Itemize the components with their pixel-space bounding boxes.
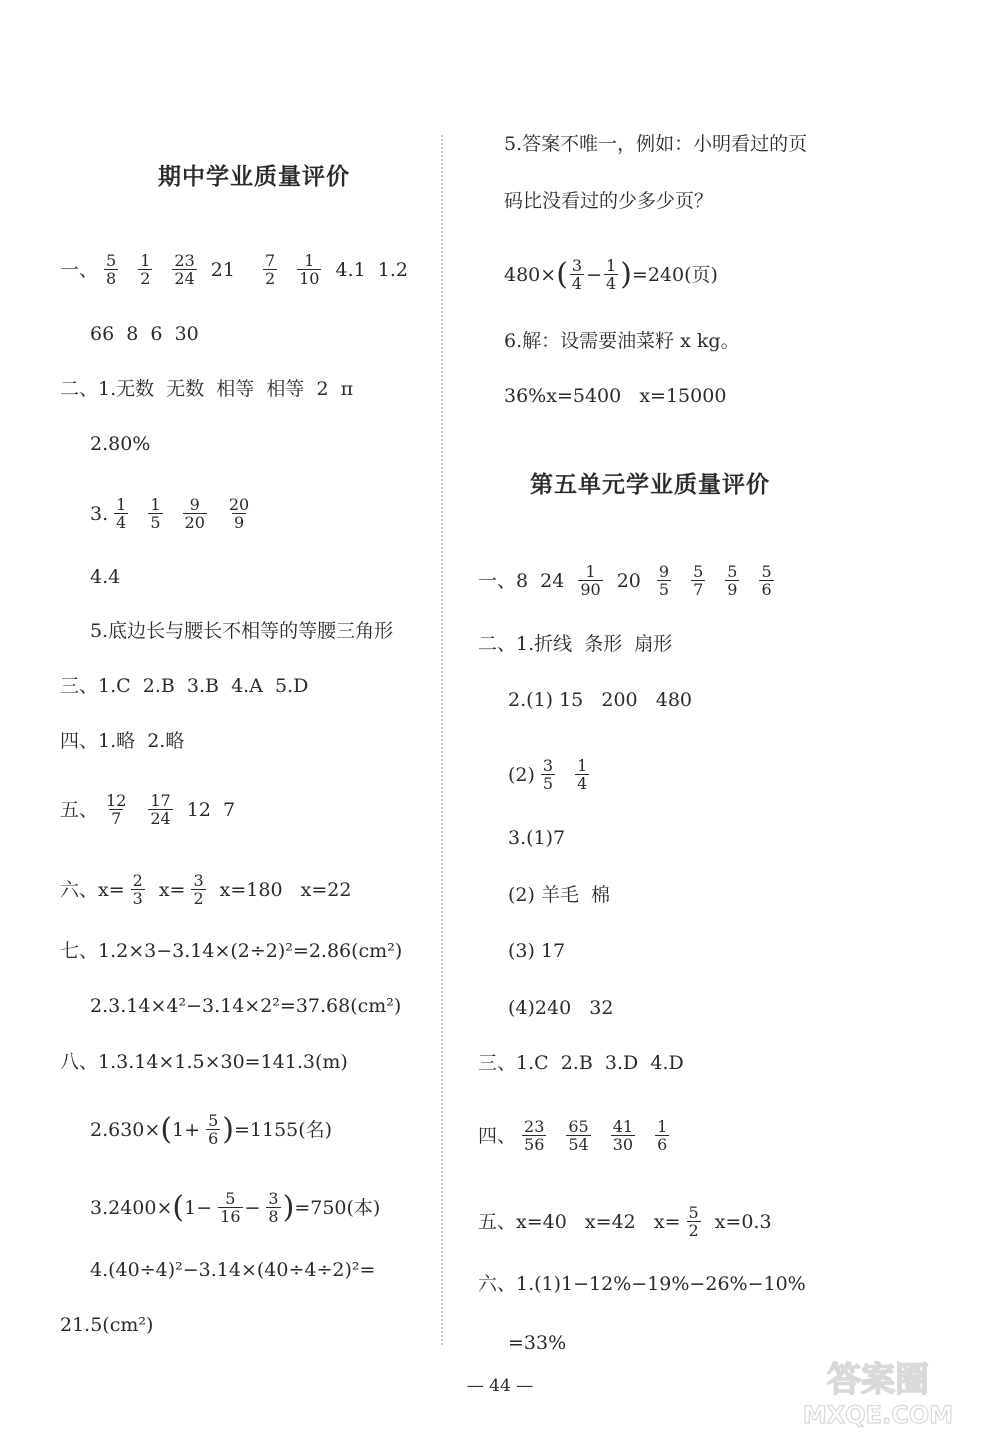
fraction: [522, 1118, 546, 1153]
answer-2-5: 5.底边长与腰长不相等的等腰三角形: [90, 620, 394, 642]
numerator: 3: [542, 756, 554, 775]
numerator: 5: [727, 562, 738, 581]
right-line-5: 36%x=5400 x=15000: [504, 385, 727, 407]
fraction: [575, 757, 589, 792]
answer-8-2: 2.630× ( 1+ $\frac{5}{6}$ ) =1155(名): [90, 1111, 333, 1148]
fraction: [104, 792, 128, 827]
denominator: 10: [299, 269, 320, 288]
right-line-3: 480× ( $\frac{3}{4}$ − $\frac{1}{4}$ ) =240(页): [504, 256, 718, 293]
denominator: 7: [111, 809, 122, 828]
unit5-answer-7b: =33%: [508, 1332, 567, 1354]
denominator: 56: [524, 1135, 545, 1154]
unit5-answer-7: 六、1.(1)1−12%−19%−26%−10%: [478, 1273, 806, 1295]
numerator: 12: [106, 791, 127, 810]
q1-fractions-2: [257, 252, 336, 287]
answer-1: 一、 $\frac{5}{8}$ $\frac{1}{2}$ $\frac{23}{24}$ 21 $\frac{7}{2}$ $\frac{1}{10}$ 4.1 1.2: [60, 251, 408, 288]
fraction: $\frac{3}{4}$: [571, 256, 583, 293]
answer-2-1: 二、1.无数 无数 相等 相等 2 π: [60, 378, 354, 400]
svg-text:MXQE.COM: MXQE.COM: [802, 1401, 954, 1429]
unit5-q1-fractions: [651, 563, 788, 598]
unit5-answer-1: 一、8 24 $\frac{1}{90}$ 20 $\frac{9}{5}$ $\frac{5}{7}$ $\frac{5}{9}$ $\frac{5}{6}$: [478, 563, 788, 598]
fraction: [691, 563, 705, 598]
fraction: [114, 496, 128, 531]
answer-6: 六、x= $\frac{2}{3}$ x= $\frac{3}{2}$ x=180 x=22: [60, 871, 352, 908]
answer-3: 三、1.C 2.B 3.B 4.A 5.D: [60, 675, 309, 697]
denominator: 24: [174, 269, 195, 288]
numerator: 1: [577, 756, 588, 775]
fraction: [655, 1118, 669, 1153]
fraction: [227, 496, 251, 531]
q1-fractions: [98, 252, 211, 287]
numerator: 1: [140, 251, 151, 270]
unit5-answer-3-4: (4)240 32: [508, 997, 614, 1019]
unit5-answer-3-1: 3.(1)7: [508, 827, 566, 849]
answer-7-1: 七、1.2×3−3.14×(2÷2)²=2.86(cm²): [60, 940, 403, 962]
right-line-4: 6.解：设需要油菜籽 x kg。: [504, 330, 740, 352]
answer-8-3: 3.2400× ( 1− $\frac{5}{16}$ − $\frac{3}{8}$ ) =750(本): [90, 1189, 381, 1226]
answer-1-line2: 66 8 6 30: [90, 323, 199, 345]
answer-8-4: 4.(40÷4)²−3.14×(40÷4÷2)²=: [90, 1259, 376, 1281]
fraction: [297, 252, 321, 287]
right-line-1: 5.答案不唯一，例如：小明看过的页: [504, 133, 808, 155]
denominator: 7: [693, 580, 704, 599]
numerator: 5: [693, 562, 704, 581]
numerator: 1: [657, 1117, 668, 1136]
numerator: 65: [568, 1117, 589, 1136]
denominator: 24: [150, 809, 171, 828]
denominator: 2: [140, 269, 151, 288]
answer-8-4b: 21.5(cm²): [60, 1314, 154, 1336]
numerator: 5: [761, 562, 772, 581]
denominator: 5: [150, 513, 161, 532]
q5-fractions: [98, 792, 187, 827]
fraction: $\frac{1}{90}$: [580, 562, 601, 599]
denominator: 9: [727, 580, 738, 599]
fraction: $\frac{5}{6}$: [208, 1111, 219, 1148]
svg-text:答案圈: 答案圈: [827, 1360, 929, 1400]
denominator: 6: [657, 1135, 668, 1154]
unit5-title: 第五单元学业质量评价: [530, 471, 770, 498]
fraction: $\frac{3}{8}$: [268, 1189, 279, 1226]
unit5-answer-2-2: 2.(1) 15 200 480: [508, 689, 693, 711]
denominator: 30: [612, 1135, 634, 1154]
page-number: — 44 —: [466, 1376, 534, 1396]
denominator: 4: [577, 774, 588, 793]
numerator: 1: [116, 495, 127, 514]
numerator: 41: [612, 1117, 634, 1136]
numerator: 17: [150, 791, 171, 810]
unit5-q5-fractions: [516, 1118, 683, 1153]
fraction: [725, 563, 739, 598]
denominator: 6: [761, 580, 772, 599]
fraction: [611, 1118, 635, 1153]
denominator: 54: [568, 1135, 589, 1154]
fraction: $\frac{5}{2}$: [688, 1203, 699, 1240]
numerator: 9: [189, 495, 200, 514]
column-divider: [441, 135, 443, 1345]
numerator: 7: [264, 251, 276, 270]
answer-4: 四、1.略 2.略: [60, 730, 185, 752]
unit5-answer-2-3: (2) $\frac{3}{5}$ $\frac{1}{4}$: [508, 757, 603, 792]
fraction: $\frac{5}{16}$: [220, 1189, 241, 1226]
denominator: 8: [106, 269, 117, 288]
fraction: [104, 252, 118, 287]
watermark-logo: [778, 1353, 978, 1429]
fraction: [148, 792, 172, 827]
unit5-answer-2-1: 二、1.折线 条形 扇形: [478, 633, 673, 655]
denominator: 5: [542, 774, 554, 793]
fraction: [657, 563, 671, 598]
fraction: [172, 252, 196, 287]
fraction: [566, 1118, 590, 1153]
unit5-answer-6: 五、x=40 x=42 x= $\frac{5}{2}$ x=0.3: [478, 1203, 772, 1240]
fraction: [183, 496, 207, 531]
unit5-answer-3-2: (2) 羊毛 棉: [508, 884, 611, 906]
numerator: 23: [174, 251, 195, 270]
fraction: $\frac{2}{3}$: [132, 871, 143, 908]
unit5-answer-5: 四、 $\frac{23}{56}$ $\frac{65}{54}$ $\frac{41}{30}$ $\frac{1}{6}$: [478, 1118, 683, 1153]
answer-2-4: 4.4: [90, 566, 121, 588]
denominator: 20: [184, 513, 205, 532]
fraction: $\frac{3}{2}$: [193, 871, 204, 908]
denominator: 9: [233, 513, 245, 532]
denominator: 4: [116, 513, 127, 532]
answer-5: 五、 $\frac{12}{7}$ $\frac{17}{24}$ 12 7: [60, 791, 236, 828]
denominator: 5: [658, 580, 670, 599]
right-line-2: 码比没看过的少多少页？: [504, 190, 714, 212]
fraction: [541, 757, 555, 792]
numerator: 20: [228, 495, 250, 514]
numerator: 1: [304, 251, 315, 270]
answer-2-3: 3. $\frac{1}{4}$ $\frac{1}{5}$ $\frac{9}{20}$ $\frac{20}{9}$: [90, 496, 265, 531]
fraction: [138, 252, 152, 287]
fraction: [759, 563, 773, 598]
numerator: 5: [106, 251, 117, 270]
numerator: 23: [524, 1117, 545, 1136]
fraction: [263, 252, 277, 287]
unit5-q2-3-fractions: [535, 757, 603, 792]
numerator: 9: [658, 562, 670, 581]
numerator: 1: [150, 495, 161, 514]
answer-7-2: 2.3.14×4²−3.14×2²=37.68(cm²): [90, 995, 402, 1017]
midterm-title: 期中学业质量评价: [158, 163, 350, 190]
answer-8-1: 八、1.3.14×1.5×30=141.3(m): [60, 1051, 348, 1073]
denominator: 2: [264, 269, 276, 288]
unit5-answer-4: 三、1.C 2.B 3.D 4.D: [478, 1052, 684, 1074]
fraction: $\frac{1}{4}$: [606, 256, 617, 293]
answer-2-2: 2.80%: [90, 433, 151, 455]
fraction: [148, 496, 162, 531]
q2-3-fractions: [108, 496, 265, 531]
unit5-answer-3-3: (3) 17: [508, 940, 566, 962]
